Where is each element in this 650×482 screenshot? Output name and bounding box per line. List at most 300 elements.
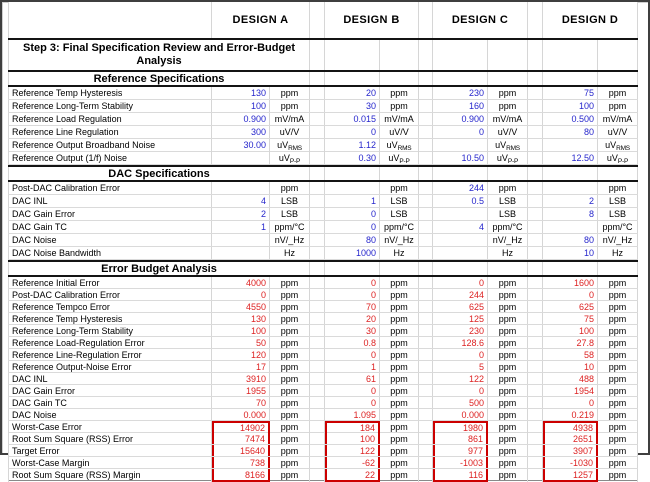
table-row (8, 152, 638, 165)
value-cell[interactable]: -62 (325, 457, 380, 468)
unit-cell: ppm (488, 100, 528, 112)
value-cell[interactable]: 861 (433, 433, 488, 444)
table-row (8, 361, 638, 373)
column-gap (310, 126, 325, 138)
value-cell[interactable]: 1 (325, 361, 380, 372)
unit-cell: nV/_Hz (270, 234, 310, 246)
unit-cell: ppm (270, 325, 310, 336)
column-gap (310, 208, 325, 220)
column-gap (528, 373, 543, 384)
empty-cell (380, 72, 419, 85)
column-gap (310, 87, 325, 99)
value-cell[interactable]: 22 (325, 469, 380, 482)
row-label: Reference Long-Term Stability (8, 100, 212, 112)
value-cell[interactable]: 5 (433, 361, 488, 372)
column-gap (528, 433, 543, 444)
value-cell[interactable]: 0 (543, 289, 598, 300)
value-cell[interactable]: 10.50 (433, 152, 488, 165)
column-gap (419, 277, 433, 288)
unit-cell: nV/_Hz (488, 234, 528, 246)
table-row (8, 208, 638, 221)
value-cell[interactable]: 8 (543, 208, 598, 220)
value-cell[interactable]: 1.12 (325, 139, 380, 152)
column-gap (310, 182, 325, 194)
unit-cell: ppm (598, 373, 638, 384)
unit-cell: ppm (488, 301, 528, 312)
row-label: Reference Output-Noise Error (8, 361, 212, 372)
unit-cell: ppm (598, 397, 638, 408)
value-cell[interactable]: 625 (543, 301, 598, 312)
column-gap (419, 87, 433, 99)
value-cell[interactable]: 128.6 (433, 337, 488, 348)
value-cell[interactable]: 1954 (543, 385, 598, 396)
unit-cell: ppm (380, 325, 419, 336)
value-cell[interactable]: 80 (543, 126, 598, 138)
empty-cell (325, 72, 380, 85)
column-gap (419, 289, 433, 300)
column-gap (528, 397, 543, 408)
value-cell[interactable]: 1 (325, 195, 380, 207)
value-cell[interactable]: 0 (325, 289, 380, 300)
table-row (8, 385, 638, 397)
unit-cell: ppm (598, 337, 638, 348)
empty-cell (433, 167, 488, 180)
column-gap (419, 469, 433, 482)
value-cell[interactable]: 244 (433, 289, 488, 300)
section-header: Reference Specifications (8, 72, 310, 85)
unit-cell: ppm (270, 349, 310, 360)
value-cell[interactable]: 30 (325, 325, 380, 336)
value-cell[interactable]: 500 (433, 397, 488, 408)
value-cell[interactable]: 130 (212, 313, 270, 324)
value-cell[interactable]: 0 (325, 126, 380, 138)
unit-cell: ppm (270, 421, 310, 433)
column-gap (528, 289, 543, 300)
column-gap (528, 421, 543, 433)
design-header-row (8, 2, 638, 40)
unit-cell: ppm (270, 301, 310, 312)
value-cell[interactable]: 0 (325, 349, 380, 360)
unit-cell: ppm (598, 277, 638, 288)
value-cell[interactable]: 0 (433, 385, 488, 396)
value-cell[interactable] (543, 182, 598, 194)
unit-cell: ppm (488, 445, 528, 456)
unit-cell: LSB (488, 195, 528, 207)
column-gap (528, 277, 543, 288)
value-cell[interactable]: 1 (212, 221, 270, 233)
value-cell[interactable]: 0 (433, 126, 488, 138)
table-row (8, 373, 638, 385)
value-cell[interactable]: 488 (543, 373, 598, 384)
value-cell[interactable]: 80 (543, 234, 598, 246)
row-label: DAC Noise (8, 234, 212, 246)
empty-cell (380, 262, 419, 275)
column-gap (310, 457, 325, 468)
column-gap (528, 221, 543, 233)
unit-cell: nV/_Hz (380, 234, 419, 246)
value-cell[interactable]: 100 (325, 433, 380, 444)
unit-cell: ppm (488, 457, 528, 468)
unit-cell: ppm (488, 409, 528, 420)
value-cell[interactable]: 160 (433, 100, 488, 112)
row-label: DAC INL (8, 373, 212, 384)
value-cell[interactable]: 10 (543, 361, 598, 372)
section-header: DAC Specifications (8, 167, 310, 180)
design-c-header: DESIGN C (433, 2, 528, 38)
row-label: Post-DAC Calibration Error (8, 289, 212, 300)
column-gap (419, 433, 433, 444)
unit-cell: LSB (488, 208, 528, 220)
value-cell[interactable] (212, 234, 270, 246)
unit-cell: ppm (488, 277, 528, 288)
table-row (8, 182, 638, 195)
value-cell[interactable]: 3910 (212, 373, 270, 384)
unit-cell: mV/mA (488, 113, 528, 125)
unit-cell: uVP-P (270, 152, 310, 165)
value-cell[interactable] (433, 234, 488, 246)
column-gap (419, 221, 433, 233)
empty-cell (598, 262, 638, 275)
value-cell[interactable]: 0.8 (325, 337, 380, 348)
unit-cell: LSB (598, 195, 638, 207)
unit-cell: ppm (380, 457, 419, 468)
value-cell[interactable]: 0 (325, 385, 380, 396)
unit-cell: ppm (598, 301, 638, 312)
value-cell[interactable]: 130 (212, 87, 270, 99)
value-cell[interactable] (433, 139, 488, 152)
value-cell[interactable]: 1600 (543, 277, 598, 288)
row-label: DAC Gain Error (8, 208, 212, 220)
column-gap (419, 325, 433, 336)
table-row (8, 313, 638, 325)
unit-subscript: P-P (507, 157, 519, 165)
column-gap (419, 152, 433, 165)
value-cell[interactable] (543, 139, 598, 152)
value-cell[interactable]: 20 (325, 313, 380, 324)
value-cell[interactable]: 0 (325, 208, 380, 220)
empty-cell (419, 262, 433, 275)
value-cell[interactable]: 10 (543, 247, 598, 259)
column-gap (310, 469, 325, 482)
row-label: Reference Load Regulation (8, 113, 212, 125)
value-cell[interactable]: 977 (433, 445, 488, 456)
unit-cell: uVRMS (380, 139, 419, 152)
column-gap (528, 182, 543, 194)
column-gap (310, 2, 325, 38)
value-cell[interactable] (212, 182, 270, 194)
value-cell[interactable]: 70 (325, 301, 380, 312)
column-gap (528, 385, 543, 396)
value-cell[interactable]: 100 (543, 100, 598, 112)
column-gap (310, 361, 325, 372)
unit-cell: mV/mA (380, 113, 419, 125)
value-cell[interactable]: 230 (433, 325, 488, 336)
value-cell[interactable] (433, 247, 488, 259)
value-cell[interactable]: 100 (212, 100, 270, 112)
value-cell[interactable]: 122 (433, 373, 488, 384)
value-cell[interactable]: 0 (543, 397, 598, 408)
value-cell[interactable]: 300 (212, 126, 270, 138)
unit-cell: ppm (270, 337, 310, 348)
unit-cell: ppm (380, 100, 419, 112)
row-label: Root Sum Square (RSS) Error (8, 433, 212, 444)
table-row (8, 221, 638, 234)
unit-cell: ppm (598, 325, 638, 336)
row-label: Reference Output (1/f) Noise (8, 152, 212, 165)
unit-subscript: P-P (399, 157, 410, 165)
value-cell[interactable]: 0.900 (433, 113, 488, 125)
value-cell[interactable]: 0 (433, 277, 488, 288)
column-gap (310, 247, 325, 259)
unit-cell: ppm (270, 277, 310, 288)
value-cell[interactable]: 125 (433, 313, 488, 324)
unit-cell: ppm (380, 349, 419, 360)
value-cell[interactable]: 75 (543, 313, 598, 324)
value-cell[interactable]: 0.5 (433, 195, 488, 207)
value-cell[interactable]: 2651 (543, 433, 598, 444)
column-gap (419, 2, 433, 38)
column-gap (419, 385, 433, 396)
value-cell[interactable]: 122 (325, 445, 380, 456)
value-cell[interactable] (433, 208, 488, 220)
value-cell[interactable]: 0.30 (325, 152, 380, 165)
row-label: Target Error (8, 445, 212, 456)
value-cell[interactable]: 625 (433, 301, 488, 312)
empty-cell (380, 167, 419, 180)
value-cell[interactable] (325, 182, 380, 194)
unit-cell: ppm (598, 433, 638, 444)
unit-cell: ppm (488, 87, 528, 99)
value-cell[interactable]: 1980 (433, 421, 488, 433)
value-cell[interactable]: 30.00 (212, 139, 270, 152)
unit-subscript: RMS (506, 144, 520, 152)
value-cell[interactable]: 4000 (212, 277, 270, 288)
column-gap (528, 337, 543, 348)
value-cell[interactable]: 4 (433, 221, 488, 233)
value-cell[interactable]: 8166 (212, 469, 270, 482)
value-cell[interactable]: 100 (212, 325, 270, 336)
column-gap (419, 126, 433, 138)
value-cell[interactable]: 184 (325, 421, 380, 433)
value-cell[interactable]: 0 (325, 397, 380, 408)
unit-cell: ppm (488, 469, 528, 482)
table-row (8, 289, 638, 301)
value-cell[interactable]: 0.900 (212, 113, 270, 125)
value-cell[interactable]: 70 (212, 397, 270, 408)
row-label: Reference Line Regulation (8, 126, 212, 138)
value-cell[interactable]: 0.219 (543, 409, 598, 420)
value-cell[interactable]: 4550 (212, 301, 270, 312)
row-label: Reference Temp Hysteresis (8, 313, 212, 324)
value-cell[interactable]: 4938 (543, 421, 598, 433)
unit-cell: ppm (598, 289, 638, 300)
value-cell[interactable]: 0.500 (543, 113, 598, 125)
value-cell[interactable]: 0.000 (433, 409, 488, 420)
empty-cell (543, 167, 598, 180)
column-gap (528, 87, 543, 99)
design-b-header: DESIGN B (325, 2, 419, 38)
empty-cell (528, 262, 543, 275)
table-row (8, 139, 638, 152)
unit-cell: ppm (270, 409, 310, 420)
value-cell[interactable]: 0.015 (325, 113, 380, 125)
empty-cell (433, 72, 488, 85)
column-gap (310, 337, 325, 348)
unit-cell: LSB (598, 208, 638, 220)
unit-cell: ppm (598, 182, 638, 194)
unit-cell: ppm/°C (270, 221, 310, 233)
value-cell[interactable]: 0 (433, 349, 488, 360)
value-cell[interactable]: 15640 (212, 445, 270, 456)
column-gap (419, 361, 433, 372)
value-cell[interactable]: 80 (325, 234, 380, 246)
value-cell[interactable]: 738 (212, 457, 270, 468)
column-gap (528, 208, 543, 220)
table-row (8, 195, 638, 208)
unit-cell: ppm (598, 445, 638, 456)
value-cell[interactable]: 2 (212, 208, 270, 220)
value-cell[interactable]: 7474 (212, 433, 270, 444)
column-gap (310, 152, 325, 165)
value-cell[interactable]: 0 (212, 289, 270, 300)
unit-cell: ppm (270, 87, 310, 99)
column-gap (528, 126, 543, 138)
table-row (8, 433, 638, 445)
unit-cell: ppm/°C (488, 221, 528, 233)
column-gap (310, 409, 325, 420)
value-cell[interactable]: 17 (212, 361, 270, 372)
value-cell[interactable]: 1.095 (325, 409, 380, 420)
unit-subscript: RMS (397, 144, 412, 152)
unit-cell: ppm/°C (598, 221, 638, 233)
empty-cell (325, 167, 380, 180)
column-gap (419, 457, 433, 468)
unit-cell: ppm (598, 100, 638, 112)
unit-cell: ppm (270, 433, 310, 444)
value-cell[interactable] (212, 152, 270, 165)
row-label: DAC Noise Bandwidth (8, 247, 212, 259)
value-cell[interactable]: 1955 (212, 385, 270, 396)
column-gap (310, 349, 325, 360)
empty-cell (488, 72, 528, 85)
value-cell[interactable]: 27.8 (543, 337, 598, 348)
table-row (8, 100, 638, 113)
value-cell[interactable]: 100 (543, 325, 598, 336)
unit-cell: LSB (270, 208, 310, 220)
unit-cell: ppm (270, 469, 310, 482)
unit-cell: ppm (380, 409, 419, 420)
unit-cell: ppm (380, 313, 419, 324)
unit-cell: ppm (488, 361, 528, 372)
column-gap (419, 113, 433, 125)
value-cell[interactable]: 12.50 (543, 152, 598, 165)
value-cell[interactable]: 4 (212, 195, 270, 207)
unit-cell: ppm (488, 373, 528, 384)
unit-cell: ppm (598, 313, 638, 324)
column-gap (528, 152, 543, 165)
unit-cell: uV/V (598, 126, 638, 138)
value-cell[interactable]: 50 (212, 337, 270, 348)
value-cell[interactable]: 116 (433, 469, 488, 482)
value-cell[interactable] (543, 221, 598, 233)
unit-cell: ppm (598, 385, 638, 396)
value-cell[interactable]: 30 (325, 100, 380, 112)
row-label: Reference Output Broadband Noise (8, 139, 212, 152)
value-cell[interactable]: 3907 (543, 445, 598, 456)
column-gap (528, 361, 543, 372)
value-cell[interactable]: 230 (433, 87, 488, 99)
value-cell[interactable] (212, 247, 270, 259)
row-label: DAC INL (8, 195, 212, 207)
unit-cell: ppm (598, 349, 638, 360)
unit-cell: uVRMS (488, 139, 528, 152)
section-header-row (8, 72, 638, 87)
empty-cell (310, 262, 325, 275)
value-cell[interactable]: 1257 (543, 469, 598, 482)
value-cell[interactable]: 1000 (325, 247, 380, 259)
empty-cell (419, 167, 433, 180)
empty-cell (488, 167, 528, 180)
column-gap (419, 208, 433, 220)
unit-cell: uV/V (380, 126, 419, 138)
section-header: Error Budget Analysis (8, 262, 310, 275)
value-cell[interactable]: 20 (325, 87, 380, 99)
table-row (8, 325, 638, 337)
column-gap (419, 247, 433, 259)
unit-cell: ppm (488, 313, 528, 324)
value-cell[interactable]: -1003 (433, 457, 488, 468)
empty-cell (528, 167, 543, 180)
value-cell[interactable]: 2 (543, 195, 598, 207)
column-gap (528, 139, 543, 152)
unit-cell: ppm (270, 182, 310, 194)
column-gap (310, 421, 325, 433)
unit-cell: Hz (270, 247, 310, 259)
unit-cell: ppm (380, 433, 419, 444)
row-label: Reference Line-Regulation Error (8, 349, 212, 360)
unit-cell: ppm (488, 397, 528, 408)
unit-cell: ppm (380, 182, 419, 194)
column-gap (310, 397, 325, 408)
column-gap (528, 469, 543, 482)
table-row (8, 397, 638, 409)
column-gap (310, 139, 325, 152)
unit-cell: ppm (270, 445, 310, 456)
unit-cell: ppm (380, 445, 419, 456)
value-cell[interactable]: 14902 (212, 421, 270, 433)
value-cell[interactable]: 0 (325, 277, 380, 288)
value-cell[interactable]: 0 (325, 221, 380, 233)
value-cell[interactable]: -1030 (543, 457, 598, 468)
table-row (8, 113, 638, 126)
value-cell[interactable]: 120 (212, 349, 270, 360)
value-cell[interactable]: 61 (325, 373, 380, 384)
value-cell[interactable]: 58 (543, 349, 598, 360)
unit-subscript: P-P (289, 157, 301, 165)
value-cell[interactable]: 244 (433, 182, 488, 194)
section-header-row (8, 260, 638, 277)
column-gap (528, 2, 543, 38)
unit-cell: ppm (270, 289, 310, 300)
empty-cell (543, 72, 598, 85)
unit-cell: ppm (598, 469, 638, 482)
unit-cell: ppm (380, 277, 419, 288)
value-cell[interactable]: 0.000 (212, 409, 270, 420)
value-cell[interactable]: 75 (543, 87, 598, 99)
unit-cell: uVRMS (598, 139, 638, 152)
column-gap (310, 289, 325, 300)
empty-cell (598, 72, 638, 85)
